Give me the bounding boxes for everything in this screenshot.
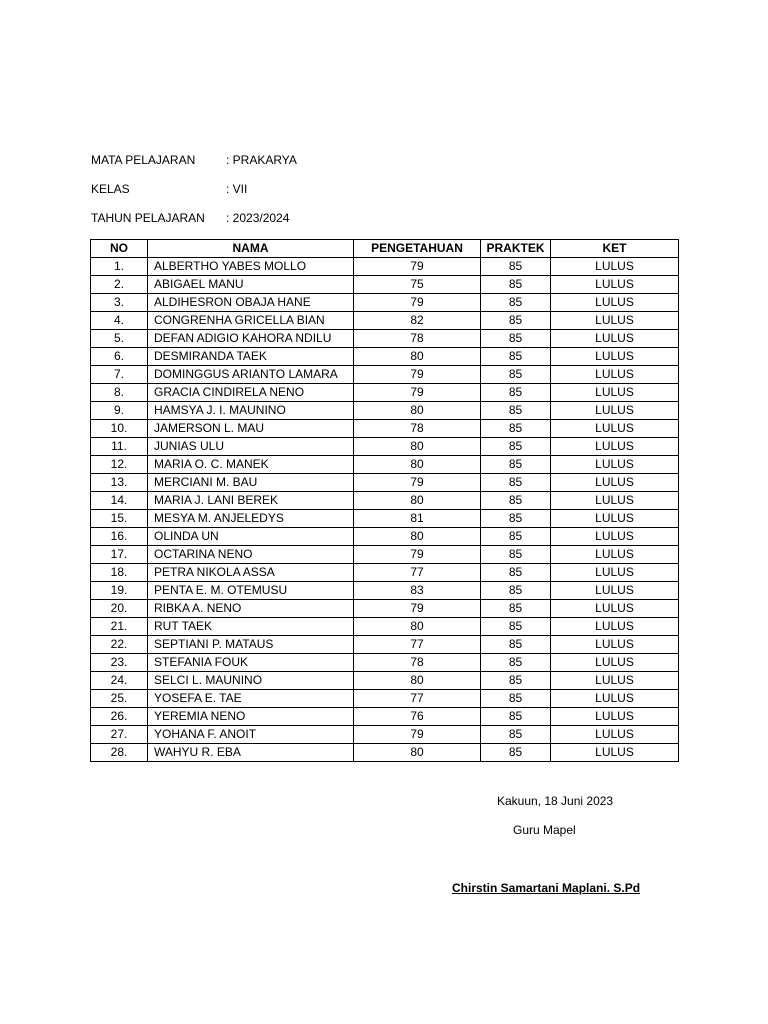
cell-ket: LULUS: [551, 366, 679, 384]
cell-praktek: 85: [481, 474, 551, 492]
cell-nama: SEPTIANI P. MATAUS: [148, 636, 354, 654]
cell-nama: PENTA E. M. OTEMUSU: [148, 582, 354, 600]
table-row: [91, 546, 679, 564]
cell-pengetahuan: 80: [354, 438, 481, 456]
cell-praktek: 85: [481, 564, 551, 582]
cell-ket: LULUS: [551, 744, 679, 762]
cell-no: 23.: [91, 654, 148, 672]
cell-praktek: 85: [481, 546, 551, 564]
cell-nama: SELCI L. MAUNINO: [148, 672, 354, 690]
cell-no: 2.: [91, 276, 148, 294]
cell-no: 19.: [91, 582, 148, 600]
cell-pengetahuan: 79: [354, 258, 481, 276]
cell-no: 11.: [91, 438, 148, 456]
table-row: [91, 438, 679, 456]
cell-praktek: 85: [481, 348, 551, 366]
cell-praktek: 85: [481, 258, 551, 276]
cell-pengetahuan: 80: [354, 348, 481, 366]
cell-praktek: 85: [481, 438, 551, 456]
cell-nama: JAMERSON L. MAU: [148, 420, 354, 438]
cell-ket: LULUS: [551, 510, 679, 528]
cell-praktek: 85: [481, 528, 551, 546]
cell-praktek: 85: [481, 744, 551, 762]
cell-ket: LULUS: [551, 582, 679, 600]
cell-pengetahuan: 83: [354, 582, 481, 600]
cell-pengetahuan: 82: [354, 312, 481, 330]
cell-praktek: 85: [481, 420, 551, 438]
info-value: : PRAKARYA: [226, 153, 297, 167]
table-row: [91, 348, 679, 366]
cell-praktek: 85: [481, 456, 551, 474]
cell-pengetahuan: 79: [354, 294, 481, 312]
cell-praktek: 85: [481, 366, 551, 384]
cell-pengetahuan: 79: [354, 384, 481, 402]
table-row: [91, 708, 679, 726]
cell-nama: JUNIAS ULU: [148, 438, 354, 456]
cell-nama: RUT TAEK: [148, 618, 354, 636]
cell-praktek: 85: [481, 582, 551, 600]
signature-name: Chirstin Samartani Maplani. S.Pd: [452, 881, 641, 895]
table-row: [91, 618, 679, 636]
table-row: [91, 492, 679, 510]
cell-ket: LULUS: [551, 438, 679, 456]
grades-table: [90, 239, 679, 762]
cell-praktek: 85: [481, 600, 551, 618]
cell-nama: DOMINGGUS ARIANTO LAMARA: [148, 366, 354, 384]
cell-no: 21.: [91, 618, 148, 636]
cell-nama: OCTARINA NENO: [148, 546, 354, 564]
cell-ket: LULUS: [551, 546, 679, 564]
cell-no: 9.: [91, 402, 148, 420]
cell-pengetahuan: 80: [354, 744, 481, 762]
cell-pengetahuan: 80: [354, 528, 481, 546]
cell-no: 13.: [91, 474, 148, 492]
info-label: KELAS: [91, 182, 130, 196]
cell-ket: LULUS: [551, 384, 679, 402]
cell-pengetahuan: 77: [354, 690, 481, 708]
info-value: : 2023/2024: [226, 211, 290, 225]
cell-praktek: 85: [481, 672, 551, 690]
info-value: : VII: [226, 182, 248, 196]
cell-praktek: 85: [481, 654, 551, 672]
column-header-praktek: PRAKTEK: [481, 240, 551, 258]
cell-praktek: 85: [481, 330, 551, 348]
cell-no: 1.: [91, 258, 148, 276]
cell-ket: LULUS: [551, 294, 679, 312]
cell-pengetahuan: 79: [354, 546, 481, 564]
cell-ket: LULUS: [551, 564, 679, 582]
cell-no: 14.: [91, 492, 148, 510]
cell-pengetahuan: 81: [354, 510, 481, 528]
cell-no: 22.: [91, 636, 148, 654]
cell-no: 26.: [91, 708, 148, 726]
table-row: [91, 474, 679, 492]
cell-nama: MESYA M. ANJELEDYS: [148, 510, 354, 528]
cell-pengetahuan: 79: [354, 726, 481, 744]
cell-nama: OLINDA UN: [148, 528, 354, 546]
cell-nama: MARIA J. LANI BEREK: [148, 492, 354, 510]
table-row: [91, 456, 679, 474]
signature-place-date: Kakuun, 18 Juni 2023: [497, 794, 614, 808]
table-row: [91, 726, 679, 744]
column-header-no: NO: [91, 240, 148, 258]
cell-nama: ALBERTHO YABES MOLLO: [148, 258, 354, 276]
cell-nama: CONGRENHA GRICELLA BIAN: [148, 312, 354, 330]
cell-praktek: 85: [481, 492, 551, 510]
cell-nama: DEFAN ADIGIO KAHORA NDILU: [148, 330, 354, 348]
cell-pengetahuan: 80: [354, 402, 481, 420]
cell-no: 8.: [91, 384, 148, 402]
table-row: [91, 600, 679, 618]
cell-praktek: 85: [481, 294, 551, 312]
cell-nama: RIBKA A. NENO: [148, 600, 354, 618]
table-row: [91, 672, 679, 690]
cell-praktek: 85: [481, 708, 551, 726]
cell-pengetahuan: 75: [354, 276, 481, 294]
cell-no: 6.: [91, 348, 148, 366]
cell-pengetahuan: 79: [354, 474, 481, 492]
cell-pengetahuan: 79: [354, 600, 481, 618]
cell-praktek: 85: [481, 312, 551, 330]
table-row: [91, 330, 679, 348]
table-row: [91, 276, 679, 294]
column-header-ket: KET: [551, 240, 679, 258]
table-row: [91, 258, 679, 276]
table-row: [91, 402, 679, 420]
cell-pengetahuan: 76: [354, 708, 481, 726]
cell-no: 24.: [91, 672, 148, 690]
cell-no: 4.: [91, 312, 148, 330]
cell-praktek: 85: [481, 510, 551, 528]
cell-nama: HAMSYA J. I. MAUNINO: [148, 402, 354, 420]
cell-no: 27.: [91, 726, 148, 744]
cell-no: 3.: [91, 294, 148, 312]
cell-praktek: 85: [481, 384, 551, 402]
table-header-row: [91, 240, 679, 258]
cell-ket: LULUS: [551, 420, 679, 438]
cell-ket: LULUS: [551, 348, 679, 366]
cell-nama: ALDIHESRON OBAJA HANE: [148, 294, 354, 312]
cell-pengetahuan: 80: [354, 456, 481, 474]
cell-pengetahuan: 77: [354, 564, 481, 582]
cell-ket: LULUS: [551, 402, 679, 420]
cell-nama: MERCIANI M. BAU: [148, 474, 354, 492]
cell-no: 7.: [91, 366, 148, 384]
table-row: [91, 744, 679, 762]
cell-ket: LULUS: [551, 708, 679, 726]
cell-ket: LULUS: [551, 492, 679, 510]
column-header-nama: NAMA: [148, 240, 354, 258]
table-row: [91, 312, 679, 330]
cell-nama: PETRA NIKOLA ASSA: [148, 564, 354, 582]
cell-ket: LULUS: [551, 726, 679, 744]
cell-pengetahuan: 78: [354, 654, 481, 672]
cell-pengetahuan: 80: [354, 492, 481, 510]
signature-role: Guru Mapel: [513, 823, 576, 837]
cell-no: 25.: [91, 690, 148, 708]
cell-nama: YEREMIA NENO: [148, 708, 354, 726]
cell-ket: LULUS: [551, 654, 679, 672]
cell-pengetahuan: 79: [354, 366, 481, 384]
cell-ket: LULUS: [551, 636, 679, 654]
cell-ket: LULUS: [551, 528, 679, 546]
cell-no: 18.: [91, 564, 148, 582]
cell-ket: LULUS: [551, 672, 679, 690]
column-header-pengetahuan: PENGETAHUAN: [354, 240, 481, 258]
table-body: [91, 258, 679, 762]
cell-praktek: 85: [481, 276, 551, 294]
cell-no: 5.: [91, 330, 148, 348]
cell-nama: WAHYU R. EBA: [148, 744, 354, 762]
cell-no: 10.: [91, 420, 148, 438]
cell-nama: GRACIA CINDIRELA NENO: [148, 384, 354, 402]
cell-ket: LULUS: [551, 276, 679, 294]
cell-pengetahuan: 80: [354, 672, 481, 690]
cell-no: 17.: [91, 546, 148, 564]
cell-praktek: 85: [481, 636, 551, 654]
cell-ket: LULUS: [551, 474, 679, 492]
cell-ket: LULUS: [551, 618, 679, 636]
table-row: [91, 294, 679, 312]
cell-nama: MARIA O. C. MANEK: [148, 456, 354, 474]
cell-ket: LULUS: [551, 690, 679, 708]
cell-praktek: 85: [481, 618, 551, 636]
table-row: [91, 366, 679, 384]
cell-pengetahuan: 80: [354, 618, 481, 636]
info-label: TAHUN PELAJARAN: [91, 211, 205, 225]
cell-no: 16.: [91, 528, 148, 546]
cell-praktek: 85: [481, 402, 551, 420]
cell-pengetahuan: 77: [354, 636, 481, 654]
table-row: [91, 384, 679, 402]
cell-ket: LULUS: [551, 456, 679, 474]
cell-praktek: 85: [481, 690, 551, 708]
cell-ket: LULUS: [551, 330, 679, 348]
cell-nama: DESMIRANDA TAEK: [148, 348, 354, 366]
table-row: [91, 636, 679, 654]
cell-nama: ABIGAEL MANU: [148, 276, 354, 294]
table-row: [91, 582, 679, 600]
table-row: [91, 690, 679, 708]
cell-nama: STEFANIA FOUK: [148, 654, 354, 672]
cell-no: 20.: [91, 600, 148, 618]
table-row: [91, 510, 679, 528]
cell-ket: LULUS: [551, 312, 679, 330]
cell-no: 28.: [91, 744, 148, 762]
cell-pengetahuan: 78: [354, 330, 481, 348]
cell-no: 12.: [91, 456, 148, 474]
cell-praktek: 85: [481, 726, 551, 744]
cell-nama: YOSEFA E. TAE: [148, 690, 354, 708]
cell-nama: YOHANA F. ANOIT: [148, 726, 354, 744]
cell-ket: LULUS: [551, 600, 679, 618]
cell-no: 15.: [91, 510, 148, 528]
info-label: MATA PELAJARAN: [91, 153, 196, 167]
table-row: [91, 420, 679, 438]
table-row: [91, 654, 679, 672]
cell-pengetahuan: 78: [354, 420, 481, 438]
table-row: [91, 528, 679, 546]
table-row: [91, 564, 679, 582]
cell-ket: LULUS: [551, 258, 679, 276]
